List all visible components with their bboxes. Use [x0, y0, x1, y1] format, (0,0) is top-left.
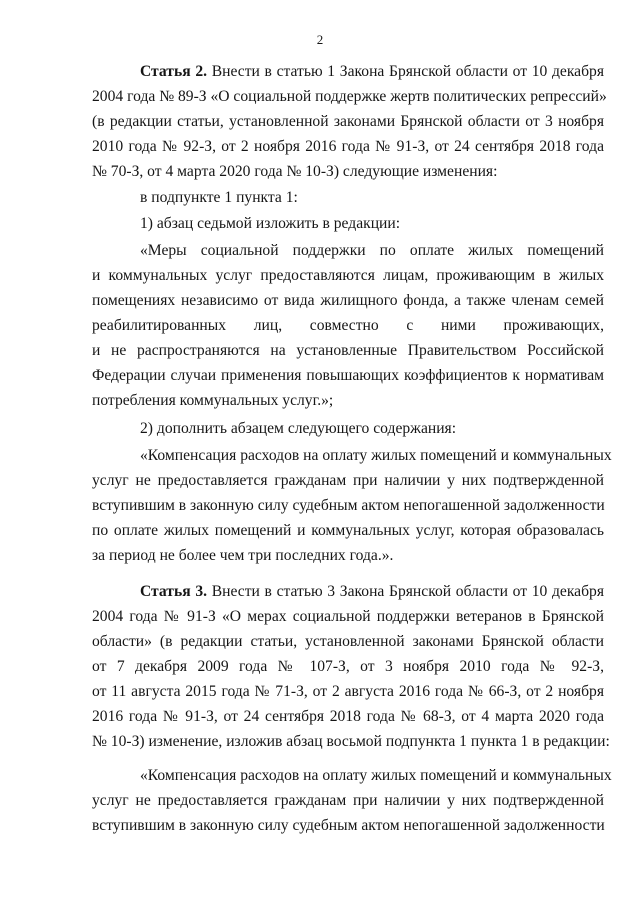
- quote-line: услуг не предоставляется гражданам при наличии у них подтвержденной: [92, 472, 604, 489]
- subitem-intro: в подпункте 1 пункта 1:: [140, 189, 298, 206]
- article-3-heading: Статья 3.: [140, 583, 208, 600]
- quote-line: «Меры социальной поддержки по оплате жилых помещений: [140, 242, 604, 259]
- quote-line: помещениях независимо от вида жилищного фонда, а также членам семей: [92, 292, 604, 309]
- quote-line: за период не более чем три последних года.».: [92, 547, 394, 564]
- paragraph-line: (в редакции статьи, установленной законами Брянской области от 3 ноября: [92, 113, 604, 130]
- paragraph-line: области» (в редакции статьи, установленной законами Брянской области: [92, 633, 604, 650]
- quote-line: Федерации случаи применения повышающих коэффициентов к нормативам: [92, 367, 604, 384]
- paragraph-text: Внести в статью 1 Закона Брянской области от 10 декабря: [211, 63, 604, 80]
- paragraph-line: 2004 года № 89-З «О социальной поддержке жертв политических репрессий»: [92, 88, 607, 105]
- quote-line: реабилитированных лиц, совместно с ними проживающих,: [92, 317, 604, 334]
- quote-line: «Компенсация расходов на оплату жилых помещений и коммунальных: [140, 447, 612, 464]
- item-1: 1) абзац седьмой изложить в редакции:: [140, 215, 401, 232]
- quote-line: вступившим в законную силу судебным актом непогашенной задолженности: [92, 817, 605, 834]
- article-3-first-line: [140, 582, 604, 602]
- paragraph-line: 2010 года № 92-З, от 2 ноября 2016 года № 91-З, от 24 сентября 2018 года: [92, 138, 604, 155]
- page-number: 2: [316, 32, 324, 47]
- paragraph-text: Внести в статью 3 Закона Брянской области от 10 декабря: [211, 583, 604, 600]
- paragraph-line: № 70-З, от 4 марта 2020 года № 10-З) следующие изменения:: [92, 163, 498, 180]
- article-2-first-line: [140, 62, 604, 82]
- quote-line: потребления коммунальных услуг.»;: [92, 392, 334, 409]
- quote-line: и коммунальных услуг предоставляются лицам, проживающим в жилых: [92, 267, 604, 284]
- quote-line: «Компенсация расходов на оплату жилых помещений и коммунальных: [140, 767, 612, 784]
- paragraph-line: 2004 года № 91-З «О мерах социальной поддержки ветеранов в Брянской: [92, 608, 604, 625]
- paragraph-line: от 7 декабря 2009 года № 107-З, от 3 ноября 2010 года № 92-З,: [92, 658, 604, 675]
- paragraph-line: № 10-З) изменение, изложив абзац восьмой подпункта 1 пункта 1 в редакции:: [92, 733, 610, 750]
- paragraph-line: 2016 года № 91-З, от 24 сентября 2018 года № 68-З, от 4 марта 2020 года: [92, 708, 604, 725]
- item-2: 2) дополнить абзацем следующего содержания:: [140, 420, 457, 437]
- quote-line: по оплате жилых помещений и коммунальных услуг, которая образовалась: [92, 522, 604, 539]
- quote-line: вступившим в законную силу судебным актом непогашенной задолженности: [92, 497, 605, 514]
- article-2-heading: Статья 2.: [140, 63, 208, 80]
- quote-line: и не распространяются на установленные Правительством Российской: [92, 342, 604, 359]
- paragraph-line: от 11 августа 2015 года № 71-З, от 2 августа 2016 года № 66-З, от 2 ноября: [92, 683, 604, 700]
- quote-line: услуг не предоставляется гражданам при наличии у них подтвержденной: [92, 792, 604, 809]
